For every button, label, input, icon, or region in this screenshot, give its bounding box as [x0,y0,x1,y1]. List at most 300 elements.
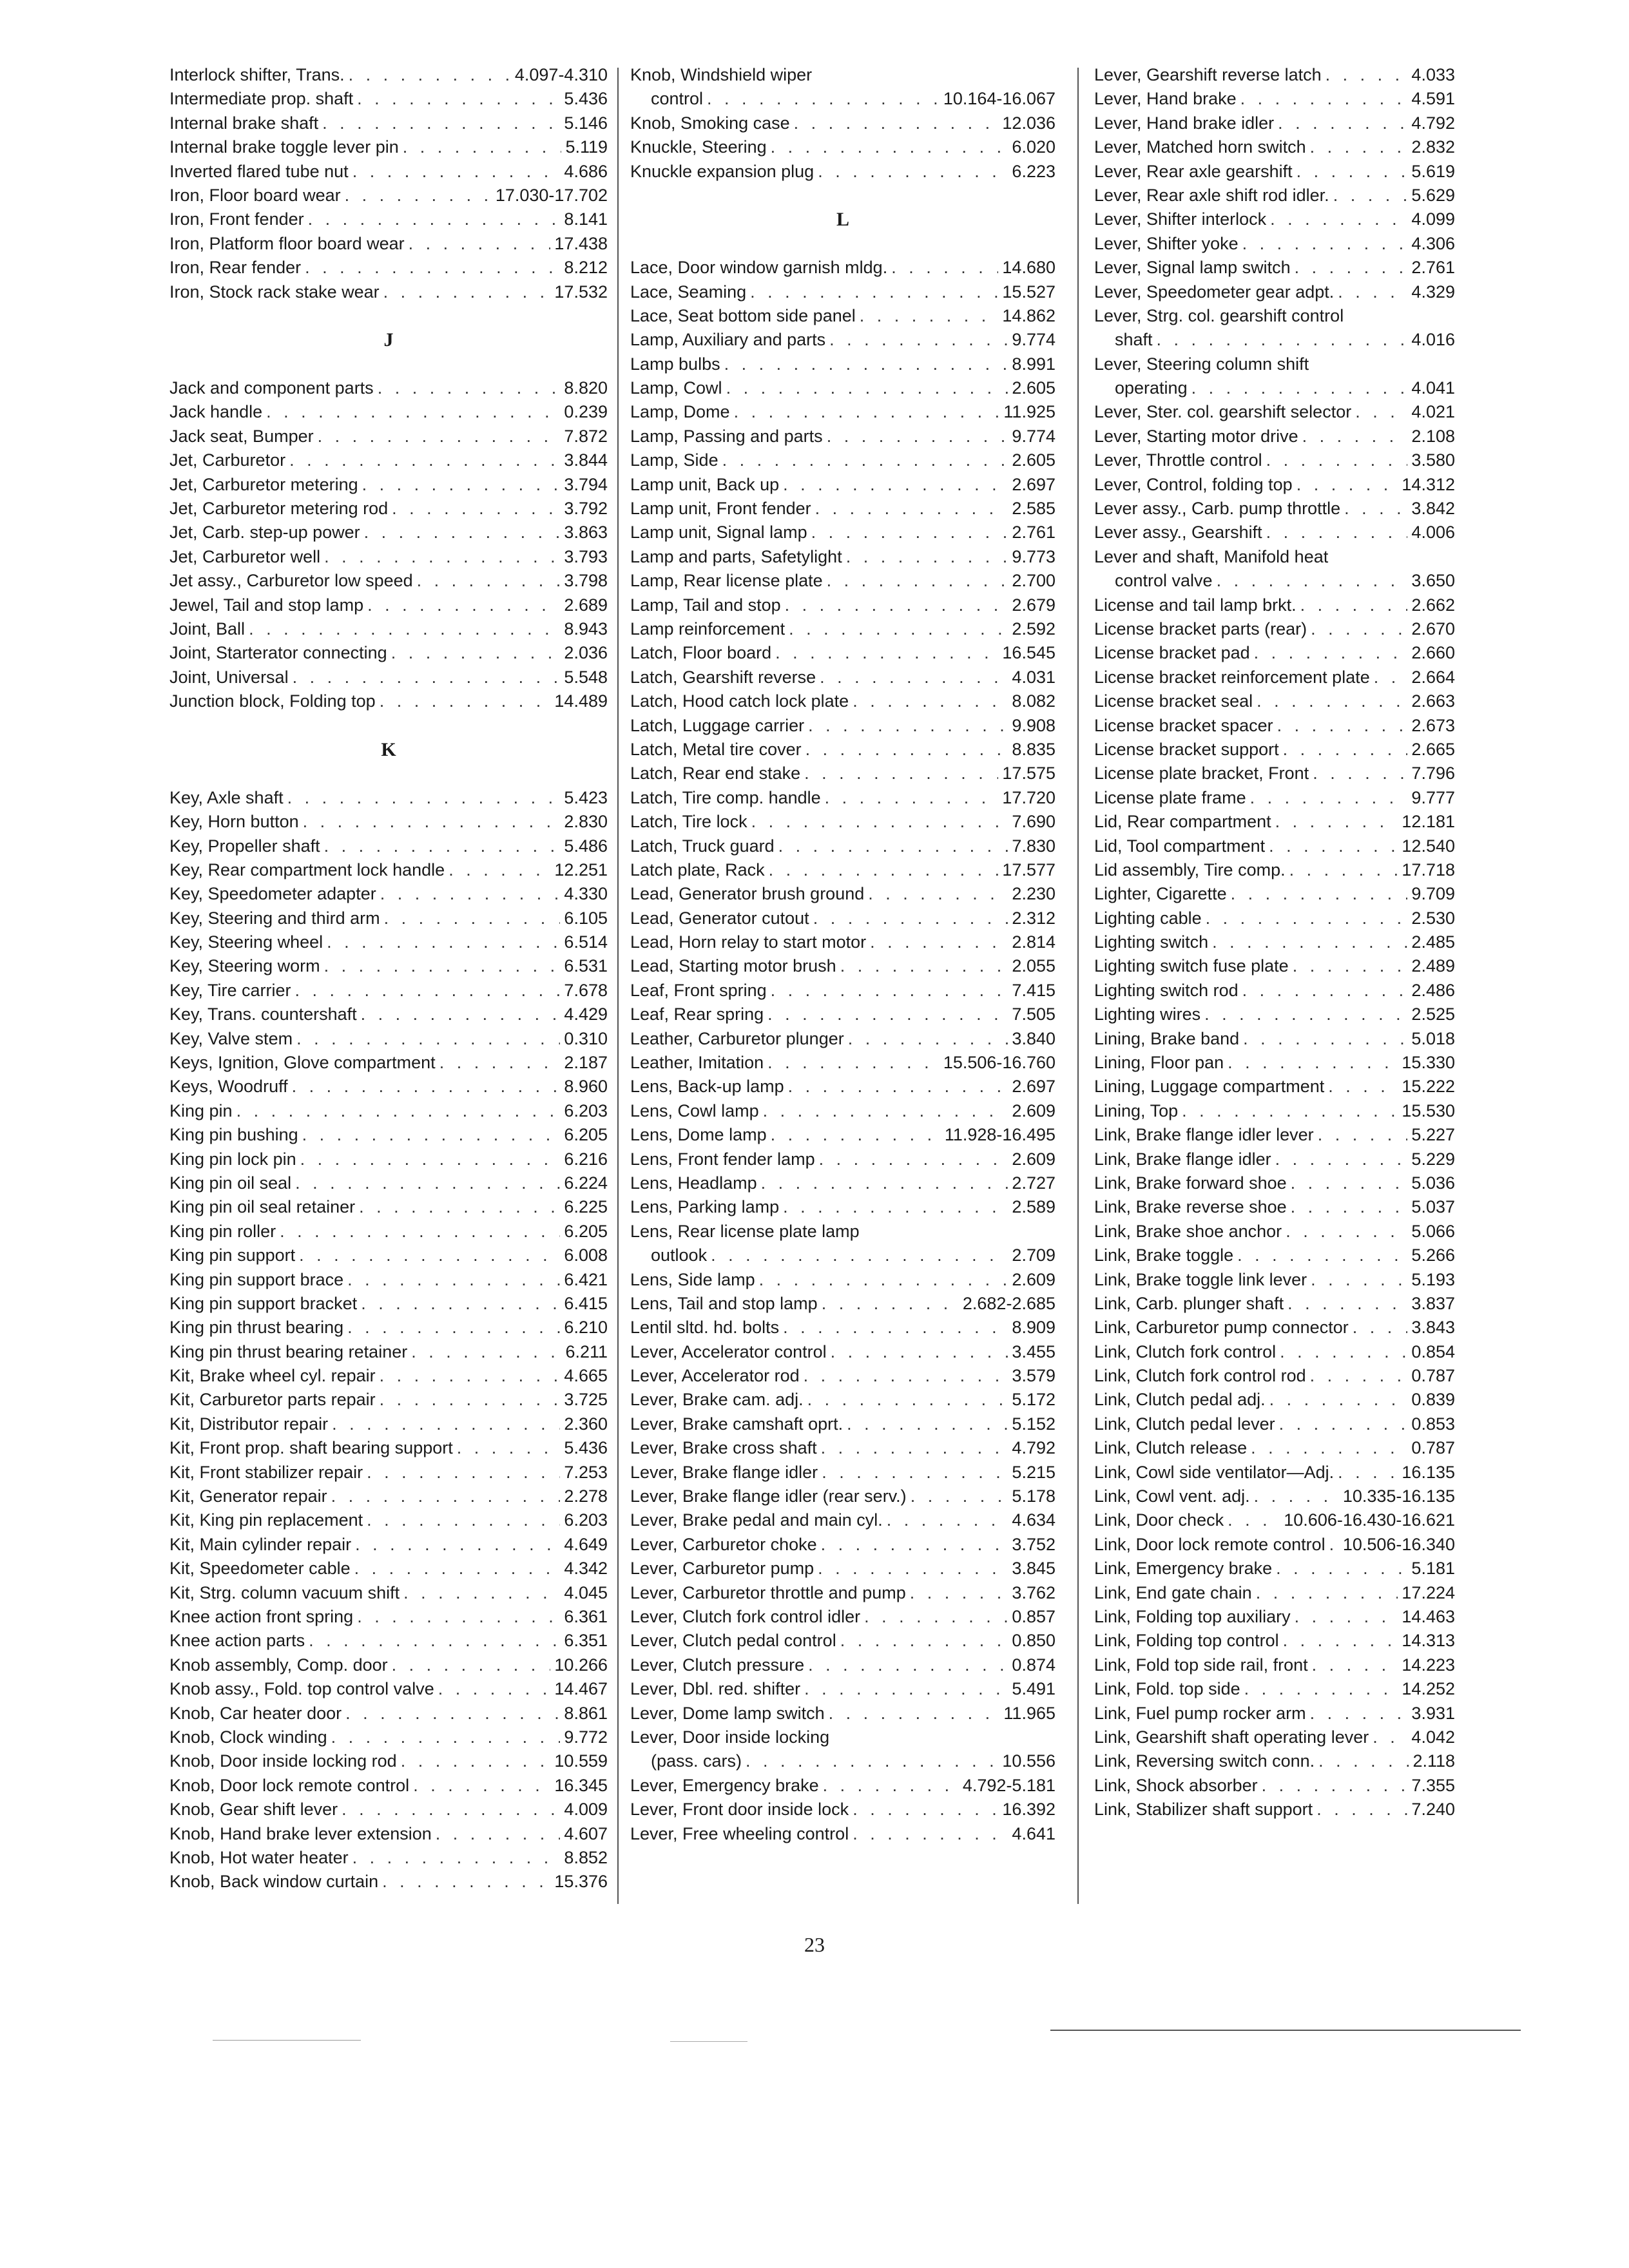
index-entry [630,1292,1055,1316]
index-entry [169,593,608,617]
entry-page-ref: 2.230 [1012,884,1055,904]
entry-name: Lever, Rear axle shift rod idler. [1094,185,1329,205]
dot-leader [411,1340,561,1364]
index-entry [169,473,608,497]
entry-page-ref: 0.857 [1012,1607,1055,1626]
dot-leader [1311,617,1407,641]
dot-leader [354,1557,561,1581]
entry-name: Kit, King pin replacement [169,1510,363,1530]
entry-name: Lever, Free wheeling control [630,1823,849,1843]
entry-page-ref: 5.172 [1012,1390,1055,1410]
dot-leader [1373,1725,1407,1749]
entry-name: Lever, Ster. col. gearshift selector [1094,402,1352,422]
index-entry [169,689,608,713]
index-entry [169,448,608,472]
entry-name: Latch plate, Rack [630,860,765,879]
entry-page-ref: 14.223 [1402,1655,1455,1675]
index-entry [1094,425,1455,448]
entry-page-ref: 2.609 [1012,1149,1055,1169]
dot-leader [1318,1749,1409,1773]
entry-name: License bracket pad [1094,643,1250,663]
entry-name: King pin bushing [169,1125,298,1145]
entry-page-ref: 5.181 [1411,1559,1455,1579]
index-entry [1094,1461,1455,1485]
footer-rule [213,2040,361,2041]
index-entry [630,1533,1055,1557]
entry-name: License bracket seal [1094,691,1253,711]
entry-page-ref: 2.589 [1012,1197,1055,1217]
index-entry [169,63,608,87]
dot-leader [1293,954,1408,978]
index-entry [630,1774,1055,1798]
entry-name: Lens, Headlamp [630,1173,757,1193]
entry-page-ref: 17.575 [1002,764,1055,783]
entry-page-ref: 0.839 [1411,1390,1455,1410]
index-entry [630,1798,1055,1821]
entry-name: Keys, Woodruff [169,1077,288,1097]
entry-page-ref: 4.306 [1411,233,1455,253]
entry-page-ref: 5.548 [564,667,608,687]
dot-leader [361,1292,560,1316]
entry-name: Joint, Starterator connecting [169,643,387,663]
dot-leader [1240,87,1408,111]
entry-name: Link, Clutch pedal adj. [1094,1390,1266,1410]
index-entry [169,1774,608,1798]
entry-name: Lever, Signal lamp switch [1094,258,1291,278]
entry-page-ref: 5.629 [1411,185,1455,205]
index-entry [1094,762,1455,785]
entry-name: control [651,89,704,109]
entry-page-ref: 16.545 [1002,643,1055,663]
index-entry [169,1220,608,1244]
dot-leader [367,1461,560,1485]
entry-page-ref: 3.842 [1411,499,1455,519]
entry-page-ref: 17.224 [1402,1582,1455,1602]
index-entry [169,1051,608,1075]
index-entry [169,1292,608,1316]
index-entry [630,738,1055,762]
index-entry [169,1798,608,1821]
entry-page-ref: 2.489 [1411,956,1455,976]
dot-leader [1374,666,1408,689]
entry-name: Lining, Luggage compartment [1094,1077,1325,1097]
index-entry [1094,858,1455,882]
entry-page-ref: 4.097-4.310 [514,65,608,84]
index-entry [169,1340,608,1364]
entry-page-ref: 2.664 [1411,667,1455,687]
entry-name: Iron, Front fender [169,209,304,229]
entry-page-ref: 2.663 [1411,691,1455,711]
entry-name: Lining, Floor pan [1094,1053,1224,1073]
dot-leader [391,641,561,665]
dot-leader [347,1316,560,1340]
entry-page-ref: 5.229 [1411,1149,1455,1169]
entry-page-ref: 0.853 [1411,1414,1455,1434]
entry-name: Knob assembly, Comp. door [169,1655,388,1675]
index-entry [1094,87,1455,111]
entry-page-ref: 7.690 [1012,812,1055,832]
entry-name: Lever, Rear axle gearshift [1094,161,1293,181]
entry-page-ref: 2.609 [1012,1100,1055,1120]
dot-leader [308,207,561,231]
dot-leader [1242,232,1408,256]
entry-page-ref: 3.725 [564,1390,608,1410]
entry-name: Junction block, Folding top [169,691,376,711]
entry-name: Lid assembly, Tire comp. [1094,860,1286,879]
dot-leader [1311,1268,1407,1292]
entry-name: Lead, Generator cutout [630,908,809,928]
entry-name: Knob assy., Fold. top control valve [169,1679,434,1699]
index-entry [1094,1774,1455,1798]
entry-name: Lace, Door window garnish mldg. [630,258,888,278]
entry-name: Lens, Rear license plate lamp [630,1221,860,1241]
entry-page-ref: 5.178 [1012,1486,1055,1506]
dot-leader [829,1702,1000,1725]
entry-page-ref: 0.874 [1012,1655,1055,1675]
index-entry [1094,1340,1455,1364]
index-entry [630,641,1055,665]
entry-name: Knob, Windshield wiper [630,65,813,84]
index-entry [1094,1629,1455,1653]
dot-leader [1231,882,1408,906]
entry-page-ref: 7.830 [1012,836,1055,856]
entry-page-ref: 3.798 [564,571,608,591]
entry-name: Jack and component parts [169,378,374,398]
entry-page-ref: 6.203 [564,1100,608,1120]
dot-leader [887,1508,1008,1532]
entry-name: Key, Horn button [169,812,299,832]
entry-name: Jet, Carburetor well [169,546,321,566]
entry-page-ref: 5.036 [1411,1173,1455,1193]
entry-page-ref: 7.505 [1012,1004,1055,1024]
dot-leader [292,1075,561,1099]
index-entry [169,786,608,810]
index-entry [1094,1605,1455,1629]
dot-leader [438,1677,551,1701]
entry-page-ref: 15.376 [554,1872,608,1892]
index-entry [1094,714,1455,738]
entry-page-ref: 2.830 [564,812,608,832]
dot-leader [1157,328,1408,352]
entry-name: Latch, Gearshift reverse [630,667,816,687]
entry-page-ref: 4.045 [564,1582,608,1602]
dot-leader [778,834,1008,858]
index-entry-heading [630,63,1055,87]
entry-page-ref: 9.774 [1012,426,1055,446]
entry-page-ref: 4.607 [564,1823,608,1843]
entry-page-ref: 5.423 [564,787,608,807]
index-entry [169,1123,608,1147]
index-entry [630,1051,1055,1075]
dot-leader [300,1148,561,1171]
entry-page-ref: 3.794 [564,474,608,494]
entry-name: Lever, Throttle control [1094,450,1262,470]
entry-page-ref: 2.682-2.685 [962,1293,1055,1313]
entry-name: Leather, Imitation [630,1053,764,1073]
dot-leader [1256,1581,1398,1605]
entry-page-ref: 9.908 [1012,715,1055,735]
index-entry [169,135,608,159]
entry-page-ref: 8.835 [1012,739,1055,759]
dot-leader [821,1533,1008,1557]
section-spacer [169,762,608,785]
dot-leader [324,834,561,858]
index-entry [1094,1508,1455,1532]
entry-page-ref: 6.205 [564,1125,608,1145]
index-entry [630,111,1055,135]
entry-name: Knob, Gear shift lever [169,1800,338,1820]
entry-page-ref: 5.619 [1411,161,1455,181]
index-entry [630,882,1055,906]
entry-name: Lever, Dbl. red. shifter [630,1679,801,1699]
dot-leader [1355,400,1407,424]
entry-name: License plate frame [1094,787,1246,807]
entry-name: Lever, Control, folding top [1094,474,1293,494]
entry-page-ref: 5.436 [564,1438,608,1458]
index-entry [1094,1725,1455,1749]
index-entry [169,400,608,424]
dot-leader [827,425,1008,448]
dot-leader [1269,1388,1408,1412]
dot-leader [352,1846,561,1870]
dot-leader [1251,1436,1407,1460]
index-entry [169,569,608,593]
index-column-3 [1094,63,1455,1822]
entry-name: King pin oil seal retainer [169,1197,356,1217]
dot-leader [783,473,1008,497]
entry-name: Link, Emergency brake [1094,1559,1273,1579]
dot-leader [1237,1244,1407,1267]
index-entry [169,1846,608,1870]
entry-page-ref: 4.792 [1012,1438,1055,1458]
entry-name: Lever, Strg. col. gearshift control [1094,305,1344,325]
index-entry [1094,930,1455,954]
index-entry [1094,1123,1455,1147]
dot-leader [722,448,1008,472]
entry-name: King pin thrust bearing retainer [169,1341,408,1361]
entry-name: Lighting wires [1094,1004,1201,1024]
index-entry [1094,1148,1455,1171]
index-entry [630,858,1055,882]
dot-leader [821,1436,1008,1460]
dot-leader [1242,979,1408,1003]
entry-name: Knuckle, Steering [630,137,767,157]
entry-page-ref: 5.193 [1411,1269,1455,1289]
dot-leader [1217,569,1408,593]
dot-leader [332,1412,560,1436]
entry-name: King pin thrust bearing [169,1318,344,1338]
entry-name: License bracket reinforcement plate [1094,667,1370,687]
dot-leader [413,1774,550,1798]
entry-name: Joint, Ball [169,619,246,639]
dot-leader [771,979,1008,1003]
entry-name: Lamp unit, Back up [630,474,780,494]
index-entry [1094,1195,1455,1219]
dot-leader [818,160,1008,184]
entry-page-ref: 5.215 [1012,1462,1055,1482]
dot-leader [823,1774,959,1798]
index-entry [630,280,1055,304]
entry-page-ref: 2.108 [1411,426,1455,446]
index-entry-heading [630,1220,1055,1244]
entry-name: Lamp reinforcement [630,619,786,639]
entry-name: Key, Trans. countershaft [169,1004,357,1024]
entry-name: Lever, Carburetor choke [630,1534,817,1554]
entry-name: Link, Carburetor pump connector [1094,1318,1349,1338]
index-entry [1094,1244,1455,1267]
index-entry [630,979,1055,1003]
dot-leader [763,1099,1008,1123]
dot-leader [750,280,998,304]
entry-name: Lever, Steering column shift [1094,354,1309,374]
dot-leader [1318,1123,1408,1147]
entry-page-ref: 4.591 [1411,89,1455,109]
entry-name: Jet, Carburetor [169,450,286,470]
dot-leader [436,1822,561,1846]
entry-name: Lever, Carburetor pump [630,1559,815,1579]
dot-leader [302,1123,561,1147]
entry-name: Leaf, Rear spring [630,1004,764,1024]
entry-name: Latch, Metal tire cover [630,739,802,759]
index-entry [169,1195,608,1219]
entry-name: Link, Brake shoe anchor [1094,1221,1282,1241]
dot-leader [1344,497,1407,521]
entry-page-ref: 6.210 [564,1318,608,1338]
index-entry [630,834,1055,858]
entry-name: Lighting switch [1094,932,1209,952]
index-entry [169,1508,608,1532]
entry-page-ref: 2.118 [1412,1751,1455,1771]
entry-name: Lens, Dome lamp [630,1125,767,1145]
entry-page-ref: 5.037 [1411,1197,1455,1217]
index-entry [630,425,1055,448]
entry-name: Key, Tire carrier [169,980,291,1000]
entry-name: Inverted flared tube nut [169,161,349,181]
index-entry [630,1364,1055,1388]
index-entry [1094,617,1455,641]
entry-page-ref: 5.018 [1411,1028,1455,1048]
index-entry [169,1677,608,1701]
entry-page-ref: 8.943 [564,619,608,639]
entry-name: Jet, Carburetor metering rod [169,499,389,519]
dot-leader [1329,1533,1339,1557]
entry-name: Jet, Carburetor metering [169,474,358,494]
entry-name: Lamp, Cowl [630,378,722,398]
index-entry [169,376,608,400]
entry-page-ref: 6.225 [564,1197,608,1217]
dot-leader [724,352,1008,376]
entry-page-ref: 0.787 [1411,1438,1455,1458]
entry-name: Latch, Hood catch lock plate [630,691,849,711]
index-entry [630,1581,1055,1605]
dot-leader [1277,714,1408,738]
index-entry [1094,1099,1455,1123]
entry-page-ref: 11.965 [1003,1703,1055,1723]
index-entry [169,882,608,906]
dot-leader [324,545,560,569]
entry-name: operating [1115,378,1188,398]
dot-leader [287,786,561,810]
index-entry [1094,1436,1455,1460]
entry-page-ref: 6.531 [564,956,608,976]
index-entry-heading [630,1725,1055,1749]
entry-name: Kit, Carburetor parts repair [169,1390,376,1410]
index-entry [630,1461,1055,1485]
dot-leader [331,1725,561,1749]
dot-leader [382,1870,550,1894]
entry-page-ref: 2.485 [1411,932,1455,952]
dot-leader [891,256,998,280]
entry-page-ref: 14.489 [554,691,608,711]
entry-page-ref: 5.152 [1012,1414,1055,1434]
dot-leader [771,135,1008,159]
entry-page-ref: 12.181 [1402,812,1455,832]
entry-name: Lever, Hand brake idler [1094,113,1275,133]
entry-name: Key, Propeller shaft [169,836,320,856]
index-entry [1094,1003,1455,1026]
index-entry [169,497,608,521]
index-entry [169,1316,608,1340]
dot-leader [392,1653,551,1677]
entry-name: Link, Brake forward shoe [1094,1173,1287,1193]
dot-leader [345,184,492,207]
dot-leader [383,280,551,304]
entry-name: Lever, Door inside locking [630,1727,830,1747]
entry-name: Lever, Brake pedal and main cyl. [630,1510,883,1530]
entry-name: Iron, Platform floor board wear [169,233,405,253]
entry-name: King pin support bracket [169,1293,358,1313]
dot-leader [761,1171,1008,1195]
dot-leader [352,160,561,184]
dot-leader [726,376,1008,400]
entry-page-ref: 10.556 [1002,1751,1055,1771]
entry-name: Lamp unit, Signal lamp [630,523,807,543]
entry-name: Lever and shaft, Manifold heat [1094,546,1329,566]
index-entry-heading [1094,352,1455,376]
index-entry [1094,497,1455,521]
entry-name: Iron, Rear fender [169,258,302,278]
entry-name: Lamp bulbs [630,354,720,374]
index-entry [169,954,608,978]
page-number: 23 [804,1933,825,1956]
entry-page-ref: 0.310 [564,1028,608,1048]
dot-leader [1212,930,1407,954]
entry-page-ref: 2.605 [1012,378,1055,398]
dot-leader [1283,1629,1398,1653]
entry-page-ref: 0.787 [1411,1366,1455,1386]
dot-leader [1286,1220,1407,1244]
entry-page-ref: 6.514 [564,932,608,952]
index-entry [630,593,1055,617]
entry-page-ref: 2.673 [1411,715,1455,735]
dot-leader [870,930,1008,954]
entry-page-ref: 12.540 [1402,836,1455,856]
index-entry [630,907,1055,930]
entry-page-ref: 14.463 [1402,1607,1455,1626]
entry-page-ref: 17.030-17.702 [495,185,608,205]
entry-name: Lever, Front door inside lock [630,1800,849,1820]
index-entry [169,1436,608,1460]
entry-name: Lens, Cowl lamp [630,1100,759,1120]
entry-name: Latch, Rear end stake [630,764,801,783]
dot-leader [331,1485,561,1508]
dot-leader [1228,1051,1398,1075]
dot-leader [1266,448,1408,472]
entry-page-ref: 4.099 [1411,209,1455,229]
entry-page-ref: 8.861 [564,1703,608,1723]
dot-leader [357,87,560,111]
index-entry [630,304,1055,328]
